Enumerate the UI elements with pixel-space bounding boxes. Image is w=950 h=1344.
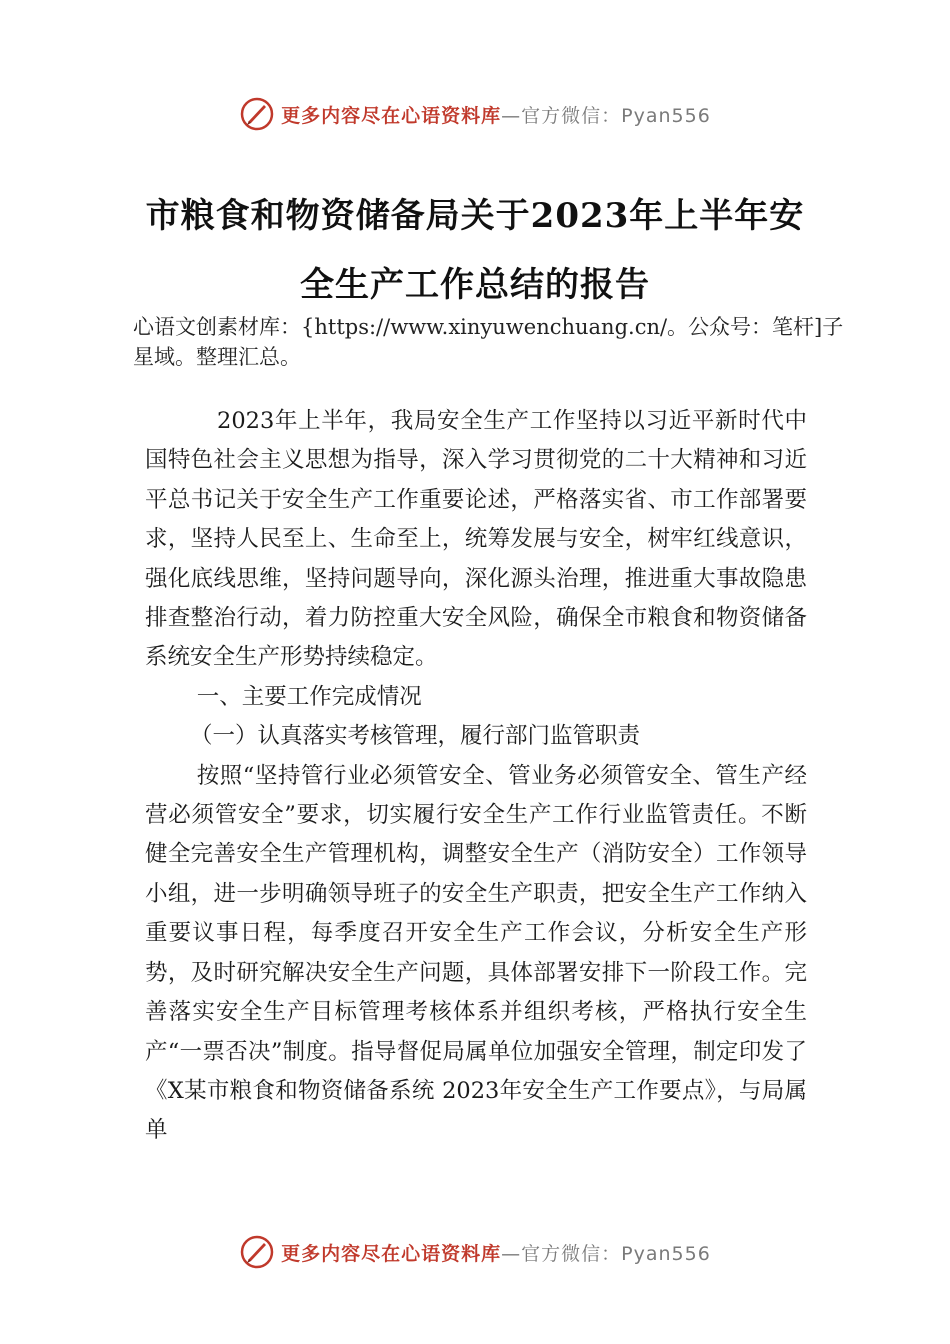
section-heading-1: 一、主要工作完成情况 xyxy=(196,683,422,710)
quill-pen-logo-icon xyxy=(239,96,275,132)
watermark-text: 更多内容尽在心语资料库 xyxy=(281,104,502,127)
source-note: 心语文创素材库：{https://www.xinyuwenchuang.cn/。公众号：笔杆]子星域。整理汇总。 xyxy=(133,315,844,369)
intro-paragraph: 2023年上半年，我局安全生产工作坚持以习近平新时代中国特色社会主义思想为指导，深入学习贯彻党的二十大精神和习近平总书记关于安全生产工作重要论述，严格落实省、市工作部署要求，坚持人民至上、生命至上，统筹发展与安全，树牢红线意识，强化底线思维，坚持问题导向，深化源头治理，推进重大事故隐患排查整治行动，着力防控重大安全风险，确保全市粮食和物资储备系统安全生产形势持续稳定。 xyxy=(145,408,807,671)
watermark-wechat: —官方微信：Pyan556 xyxy=(501,104,711,127)
watermark-wechat: —官方微信：Pyan556 xyxy=(501,1242,711,1265)
body-paragraph: 按照“坚持管行业必须管安全、管业务必须管安全、管生产经营必须管安全”要求，切实履行安全生产工作行业监管责任。不断健全完善安全生产管理机构，调整安全生产（消防安全）工作领导小组，进一步明确领导班子的安全生产职责，把安全生产工作纳入重要议事日程，每季度召开安全生产工作会议，分析安全生产形势，及时研究解决安全生产问题，具体部署安排下一阶段工作。完善落实安全生产目标管理考核体系并组织考核，严格执行安全生产“一票否决”制度。指导督促局属单位加强安全管理，制定印发了《X某市粮食和物资储备系统 2023年安全生产工作要点》，与局属单 xyxy=(145,762,807,1144)
document-title-line1: 市粮食和物资储备局关于2023年上半年安 xyxy=(145,196,805,236)
watermark-banner-bottom xyxy=(0,1232,950,1272)
watermark-banner-top xyxy=(0,94,950,134)
document-body xyxy=(145,402,807,1151)
quill-pen-logo-icon xyxy=(239,1234,275,1270)
subsection-heading-1: （一）认真落实考核管理，履行部门监管职责 xyxy=(190,723,641,750)
watermark-text: 更多内容尽在心语资料库 xyxy=(281,1242,502,1265)
document-title-line2: 全生产工作总结的报告 xyxy=(300,265,650,305)
